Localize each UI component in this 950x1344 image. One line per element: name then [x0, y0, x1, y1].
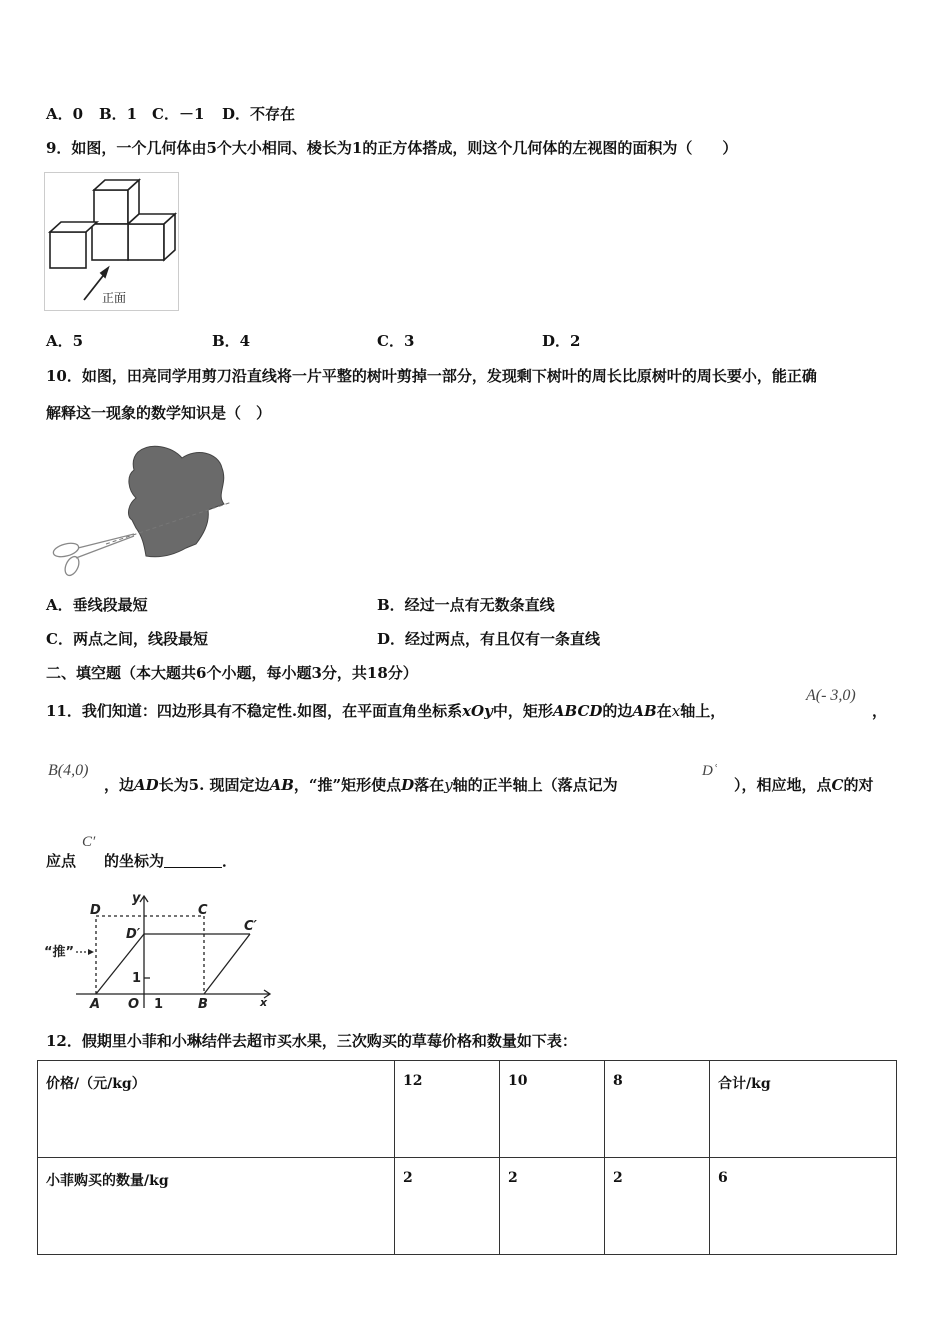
table-cell: 2 [605, 1158, 710, 1255]
q11-line2b: ），相应地，点C的对 [734, 776, 874, 794]
section-2-title: 二、填空题（本大题共6个小题，每小题3分，共18分） [46, 664, 418, 682]
q10-stem-line1: 10．如图，田亮同学用剪刀沿直线将一片平整的树叶剪掉一部分，发现剩下树叶的周长比原树叶的周长要小，能正确 [46, 367, 817, 385]
q11-c-prime: C′ [82, 834, 96, 850]
table-cell: 价格/（元/kg） [38, 1061, 395, 1158]
table-cell: 2 [500, 1158, 605, 1255]
q11-fig-label-y: y [132, 891, 141, 906]
q10-option-a: A．垂线段最短 [46, 596, 148, 614]
q11-fig-label-c: C [198, 903, 208, 918]
q11-fig-label-b: B [198, 997, 208, 1012]
table-cell: 2 [395, 1158, 500, 1255]
table-cell: 12 [395, 1061, 500, 1158]
q9-option-d: D．2 [542, 332, 581, 350]
q11-fig-label-a: A [90, 997, 101, 1012]
q11-line3b: 的坐标为 ． [104, 852, 238, 870]
table-row [38, 1061, 897, 1158]
q11-fig-label-x: x [260, 996, 268, 1009]
q11-line2: ，边AD长为5. 现固定边AB，“推”矩形使点D落在y轴的正半轴上（落点记为 [104, 776, 618, 794]
q9-stem: 9．如图，一个几何体由5个大小相同、棱长为1的正方体搭成，则这个几何体的左视图的面积为（ ） [46, 139, 738, 157]
q8-option-a: A．0 [46, 105, 84, 123]
table-cell: 6 [710, 1158, 897, 1255]
q11-fig-label-one-x: 1 [154, 997, 164, 1012]
q11-fig-label-o: O [128, 997, 140, 1012]
q11-answer-blank[interactable] [164, 853, 222, 868]
q11-fig-label-d: D [90, 903, 101, 918]
table-cell: 小菲购买的数量/kg [38, 1158, 395, 1255]
table-cell: 10 [500, 1061, 605, 1158]
q11-coordinate-figure [44, 888, 280, 1016]
q9-option-c: C．3 [377, 332, 415, 350]
q10-option-d: D．经过两点，有且仅有一条直线 [377, 630, 601, 648]
q8-option-b: B．1 [99, 105, 138, 123]
q11-point-a: A(- 3,0) [806, 687, 856, 704]
q11-comma: ， [872, 702, 888, 720]
q9-cube-figure [44, 172, 180, 312]
q11-fig-label-cp: C′ [244, 919, 257, 934]
q10-option-c: C．两点之间，线段最短 [46, 630, 208, 648]
q10-stem-line2: 解释这一现象的数学知识是（ ） [46, 404, 272, 422]
q12-table [37, 1060, 897, 1255]
q12-stem: 12．假期里小菲和小琳结伴去超市买水果，三次购买的草莓价格和数量如下表： [46, 1032, 577, 1050]
q8-option-d: D．不存在 [222, 105, 296, 123]
q11-d-prime: Dʿ [702, 763, 718, 779]
q9-option-b: B．4 [212, 332, 251, 350]
table-row [38, 1158, 897, 1255]
q11-line1: 11．我们知道：四边形具有不稳定性.如图，在平面直角坐标系xOy中，矩形ABCD的边AB在x轴上， [46, 702, 726, 720]
table-cell: 合计/kg [710, 1061, 897, 1158]
q11-fig-label-one-y: 1 [132, 971, 142, 986]
q9-front-label: 正面 [102, 291, 127, 305]
q10-option-b: B．经过一点有无数条直线 [377, 596, 555, 614]
q11-point-b: B(4,0) [48, 762, 89, 779]
q11-line3: 应点 [46, 852, 77, 870]
q10-leaf-figure [46, 440, 236, 580]
q9-option-a: A．5 [46, 332, 84, 350]
q11-fig-label-push: “推” [44, 945, 75, 960]
table-cell: 8 [605, 1061, 710, 1158]
q11-fig-label-dp: D′ [126, 927, 141, 942]
q8-option-c: C．－1 [152, 105, 205, 123]
